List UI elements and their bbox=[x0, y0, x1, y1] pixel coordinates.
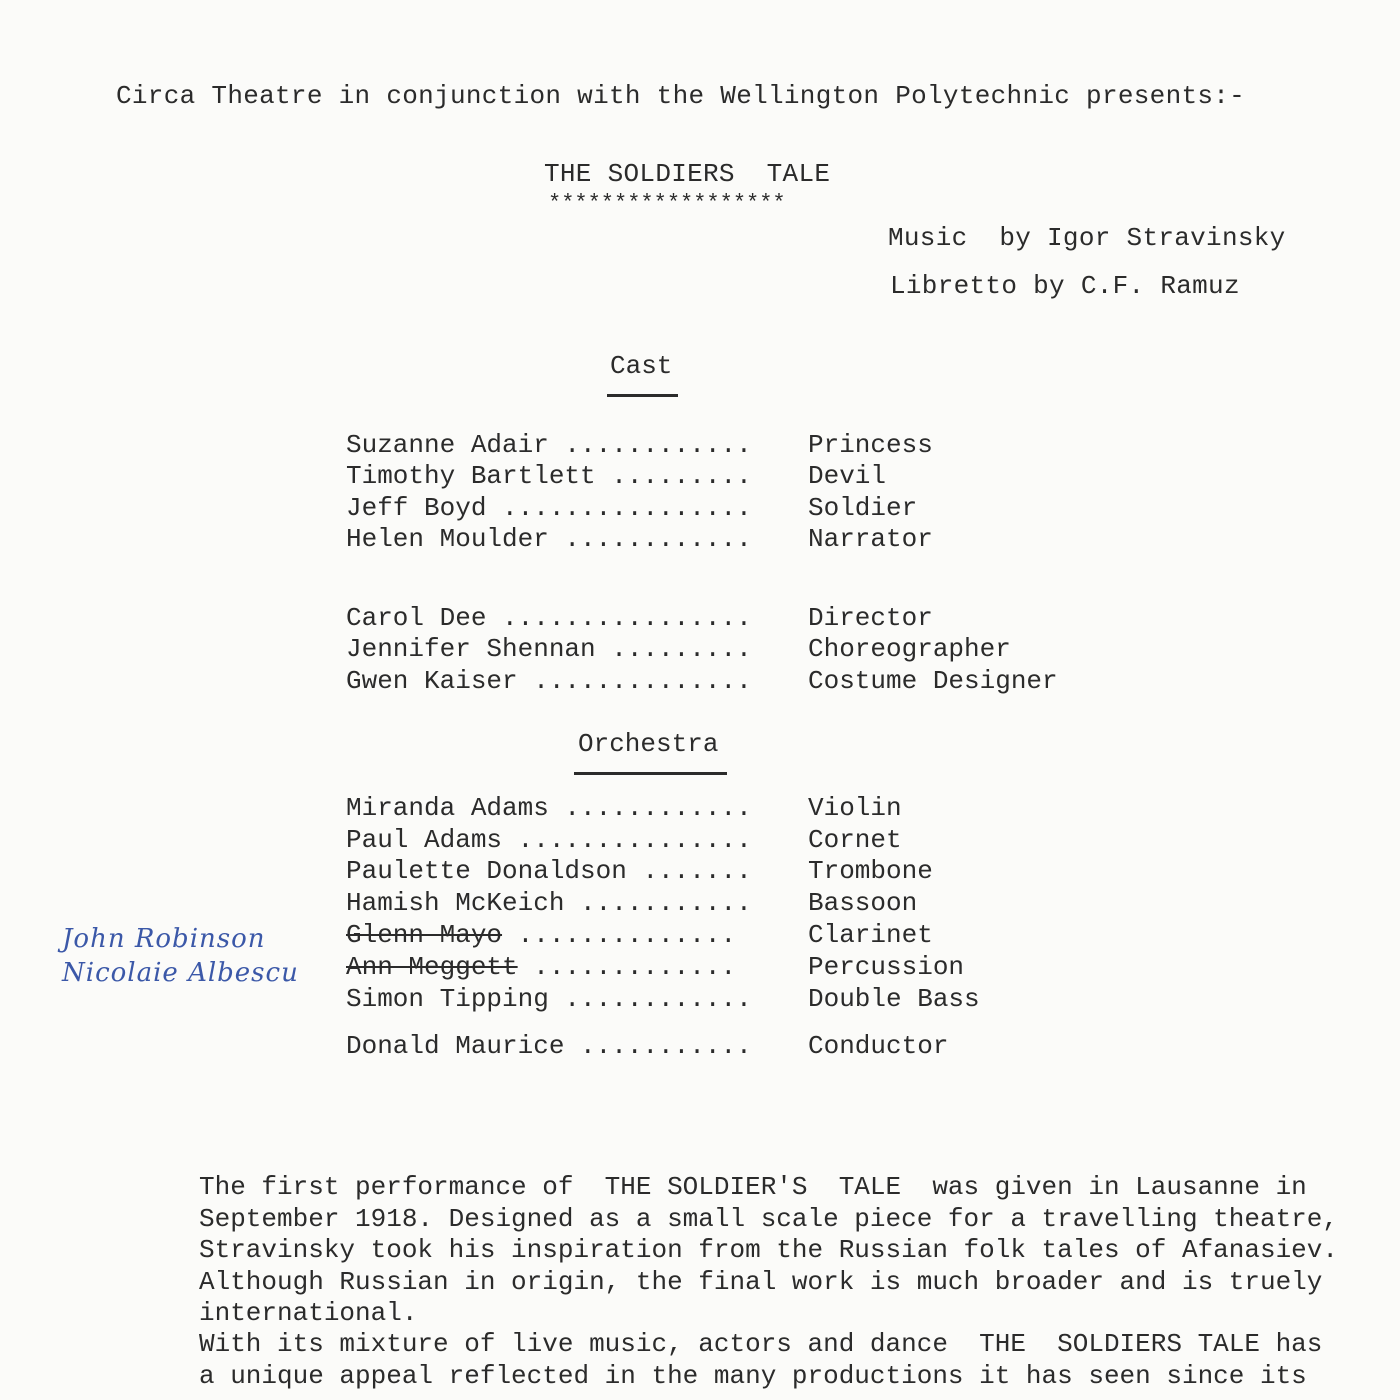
cast-role: Narrator bbox=[808, 524, 933, 554]
leader-dots: ............. bbox=[517, 952, 737, 982]
conductor-name: Donald Maurice ........... bbox=[346, 1031, 752, 1061]
instrument: Violin bbox=[808, 793, 902, 823]
cast-row bbox=[346, 492, 1106, 524]
orchestra-row bbox=[346, 983, 1106, 1015]
show-title: THE SOLDIERS TALE bbox=[544, 159, 831, 189]
crew-row bbox=[346, 633, 1106, 665]
instrument: Percussion bbox=[808, 952, 965, 982]
cast-role: Princess bbox=[808, 430, 933, 460]
cast-heading: Cast bbox=[610, 351, 673, 381]
struck-through-name: Ann Meggett bbox=[346, 952, 518, 982]
cast-name: Timothy Bartlett ......... bbox=[346, 461, 752, 491]
musician-name: Hamish McKeich ........... bbox=[346, 888, 752, 918]
program-note-paragraph bbox=[199, 1329, 1322, 1392]
cast-name: Jeff Boyd ................ bbox=[346, 493, 752, 523]
cast-row bbox=[346, 460, 1106, 492]
crew-name: Jennifer Shennan ......... bbox=[346, 634, 752, 664]
struck-through-name: Glenn Mayo bbox=[346, 920, 503, 950]
cast-row bbox=[346, 523, 1106, 555]
cast-name: Suzanne Adair ............ bbox=[346, 430, 752, 460]
instrument: Cornet bbox=[808, 825, 902, 855]
note-line: The first performance of THE SOLDIER'S TALE was given in Lausanne in bbox=[199, 1172, 1307, 1202]
musician-name: Paul Adams ............... bbox=[346, 825, 752, 855]
note-line: Stravinsky took his inspiration from the Russian folk tales of Afanasiev. bbox=[199, 1235, 1338, 1265]
musician-name: Miranda Adams ............ bbox=[346, 793, 752, 823]
instrument: Trombone bbox=[808, 856, 933, 886]
title-asterisk-rule: ****************** bbox=[548, 191, 786, 216]
cast-role: Soldier bbox=[808, 493, 918, 523]
note-line: Although Russian in origin, the final work is much broader and is truely bbox=[199, 1266, 1323, 1297]
crew-role: Director bbox=[808, 603, 933, 633]
crew-row bbox=[346, 665, 1106, 697]
handwritten-replacement-name: John Robinson bbox=[62, 924, 266, 954]
orchestra-row bbox=[346, 855, 1106, 887]
cast-row bbox=[346, 429, 1106, 461]
musician-name-entry bbox=[346, 951, 736, 983]
music-credit: Music by Igor Stravinsky bbox=[888, 223, 1286, 253]
cast-name: Helen Moulder ............ bbox=[346, 524, 752, 554]
cast-heading-underline bbox=[607, 394, 678, 397]
note-line: a unique appeal reflected in the many productions it has seen since its bbox=[199, 1360, 1307, 1391]
crew-role: Costume Designer bbox=[808, 666, 1058, 696]
note-line: September 1918. Designed as a small scale piece for a travelling theatre, bbox=[199, 1203, 1338, 1234]
orchestra-row bbox=[346, 824, 1106, 856]
crew-name: Carol Dee ................ bbox=[346, 603, 752, 633]
instrument: Clarinet bbox=[808, 920, 933, 950]
intro-line: Circa Theatre in conjunction with the Wellington Polytechnic presents:- bbox=[116, 81, 1246, 111]
musician-name: Paulette Donaldson ....... bbox=[346, 856, 752, 886]
handwritten-replacement-name: Nicolaie Albescu bbox=[62, 958, 299, 988]
instrument: Bassoon bbox=[808, 888, 918, 918]
leader-dots: .............. bbox=[502, 920, 737, 950]
musician-name: Simon Tipping ............ bbox=[346, 984, 752, 1014]
crew-role: Choreographer bbox=[808, 634, 1011, 664]
cast-role: Devil bbox=[808, 461, 887, 491]
orchestra-row bbox=[346, 951, 1106, 983]
note-line: international. bbox=[199, 1298, 418, 1328]
instrument: Double Bass bbox=[808, 984, 980, 1014]
conductor-role: Conductor bbox=[808, 1031, 949, 1061]
orchestra-heading: Orchestra bbox=[578, 729, 719, 759]
note-line: With its mixture of live music, actors and dance THE SOLDIERS TALE has bbox=[199, 1329, 1323, 1359]
orchestra-heading-underline bbox=[574, 772, 727, 775]
orchestra-row bbox=[346, 887, 1106, 919]
crew-row bbox=[346, 602, 1106, 634]
libretto-credit: Libretto by C.F. Ramuz bbox=[890, 271, 1240, 301]
musician-name-entry bbox=[346, 919, 736, 951]
orchestra-row bbox=[346, 792, 1106, 824]
program-note-paragraph bbox=[199, 1172, 1338, 1330]
conductor-row bbox=[346, 1030, 1106, 1062]
crew-name: Gwen Kaiser .............. bbox=[346, 666, 752, 696]
orchestra-row bbox=[346, 919, 1106, 951]
